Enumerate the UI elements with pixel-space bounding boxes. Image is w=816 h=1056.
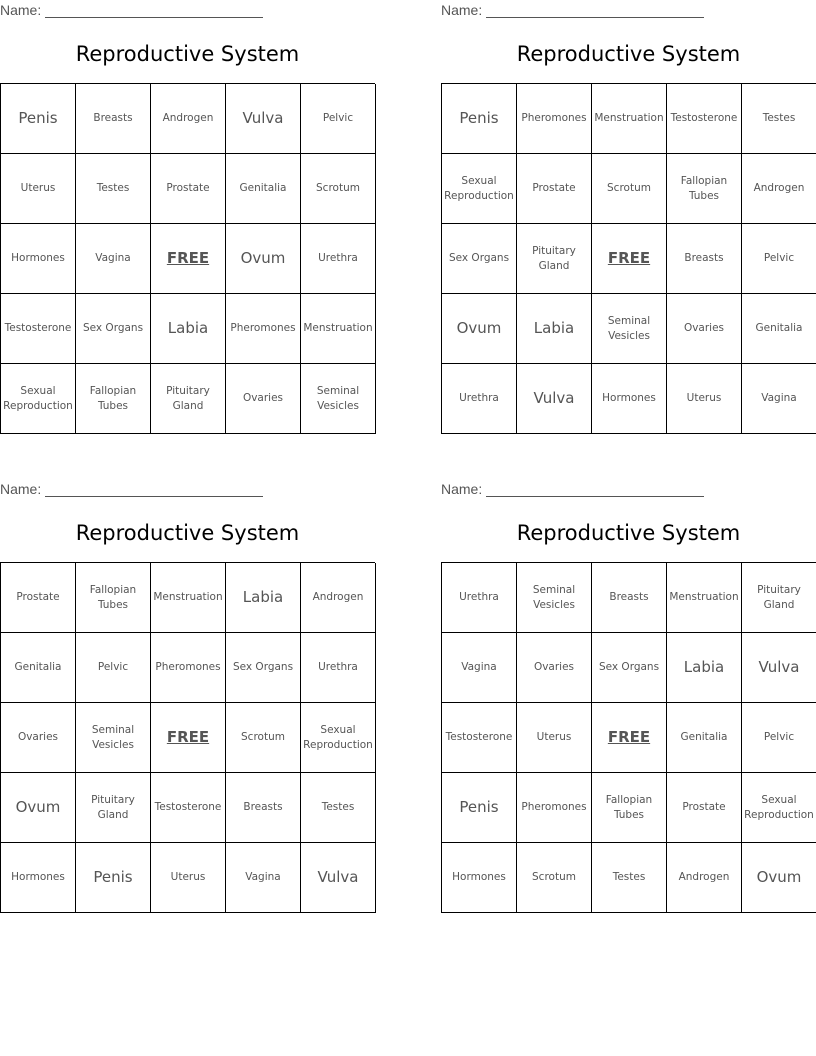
- bingo-cell: Testosterone: [1, 294, 76, 364]
- bingo-cell: Ovum: [742, 843, 816, 913]
- bingo-cell: Ovaries: [226, 364, 301, 434]
- bingo-cell: Uterus: [1, 154, 76, 224]
- bingo-cell: Urethra: [442, 563, 517, 633]
- bingo-cell: Breasts: [592, 563, 667, 633]
- bingo-card: [0, 479, 375, 914]
- bingo-cell: Menstruation: [592, 84, 667, 154]
- bingo-cell: Sexual Reproduction: [442, 154, 517, 224]
- bingo-cell: Vagina: [742, 364, 816, 434]
- free-space: FREE: [592, 703, 667, 773]
- bingo-cell: Penis: [442, 84, 517, 154]
- name-underline: [45, 496, 263, 497]
- bingo-grid: [0, 562, 375, 913]
- bingo-cell: Androgen: [667, 843, 742, 913]
- bingo-cell: Prostate: [151, 154, 226, 224]
- bingo-cell: Pelvic: [742, 703, 816, 773]
- bingo-card: [0, 0, 375, 435]
- bingo-cell: Ovaries: [667, 294, 742, 364]
- bingo-cell: Hormones: [442, 843, 517, 913]
- bingo-cell: Vulva: [742, 633, 816, 703]
- bingo-cell: Ovaries: [1, 703, 76, 773]
- bingo-cell: Uterus: [667, 364, 742, 434]
- bingo-cell: Fallopian Tubes: [667, 154, 742, 224]
- bingo-card: [441, 0, 816, 435]
- bingo-cell: Scrotum: [226, 703, 301, 773]
- bingo-cell: Sexual Reproduction: [301, 703, 376, 773]
- name-underline: [486, 496, 704, 497]
- name-label: Name:: [0, 481, 42, 497]
- bingo-cell: Testosterone: [442, 703, 517, 773]
- bingo-cell: Vagina: [226, 843, 301, 913]
- bingo-cell: Ovum: [442, 294, 517, 364]
- bingo-cell: Pelvic: [742, 224, 816, 294]
- bingo-cell: Androgen: [742, 154, 816, 224]
- bingo-cell: Seminal Vesicles: [592, 294, 667, 364]
- bingo-cell: Prostate: [667, 773, 742, 843]
- bingo-cell: Pituitary Gland: [517, 224, 592, 294]
- bingo-cell: Prostate: [1, 563, 76, 633]
- free-space: FREE: [151, 703, 226, 773]
- card-title: Reproductive System: [516, 42, 741, 66]
- name-label: Name:: [441, 2, 483, 18]
- card-title: Reproductive System: [75, 42, 300, 66]
- bingo-cell: Testes: [76, 154, 151, 224]
- card-title: Reproductive System: [516, 521, 741, 545]
- free-space: FREE: [592, 224, 667, 294]
- bingo-cell: Uterus: [517, 703, 592, 773]
- bingo-cell: Pelvic: [301, 84, 376, 154]
- bingo-grid: [441, 83, 816, 434]
- bingo-cell: Testosterone: [667, 84, 742, 154]
- bingo-cell: Penis: [76, 843, 151, 913]
- bingo-cell: Hormones: [1, 843, 76, 913]
- bingo-cell: Labia: [517, 294, 592, 364]
- bingo-cell: Breasts: [667, 224, 742, 294]
- bingo-cell: Ovum: [1, 773, 76, 843]
- bingo-cell: Fallopian Tubes: [76, 563, 151, 633]
- bingo-cell: Menstruation: [667, 563, 742, 633]
- bingo-cell: Ovaries: [517, 633, 592, 703]
- bingo-cell: Genitalia: [1, 633, 76, 703]
- bingo-cell: Fallopian Tubes: [76, 364, 151, 434]
- bingo-cell: Vulva: [226, 84, 301, 154]
- bingo-cell: Sex Organs: [76, 294, 151, 364]
- bingo-cell: Urethra: [301, 633, 376, 703]
- bingo-cell: Pheromones: [517, 773, 592, 843]
- bingo-cell: Pelvic: [76, 633, 151, 703]
- bingo-cell: Ovum: [226, 224, 301, 294]
- bingo-cell: Sex Organs: [226, 633, 301, 703]
- bingo-cell: Urethra: [301, 224, 376, 294]
- bingo-cell: Pheromones: [226, 294, 301, 364]
- bingo-cell: Sex Organs: [592, 633, 667, 703]
- bingo-cell: Uterus: [151, 843, 226, 913]
- bingo-cell: Breasts: [76, 84, 151, 154]
- name-field: [0, 481, 265, 499]
- bingo-cell: Pituitary Gland: [151, 364, 226, 434]
- bingo-cell: Pheromones: [517, 84, 592, 154]
- name-label: Name:: [0, 2, 42, 18]
- name-field: [441, 2, 706, 20]
- bingo-cell: Prostate: [517, 154, 592, 224]
- bingo-cell: Urethra: [442, 364, 517, 434]
- bingo-cell: Sexual Reproduction: [742, 773, 816, 843]
- bingo-cell: Sex Organs: [442, 224, 517, 294]
- bingo-cell: Seminal Vesicles: [517, 563, 592, 633]
- bingo-card: [441, 479, 816, 914]
- bingo-cell: Pituitary Gland: [76, 773, 151, 843]
- bingo-cell: Genitalia: [667, 703, 742, 773]
- bingo-cell: Testes: [742, 84, 816, 154]
- bingo-cell: Hormones: [1, 224, 76, 294]
- bingo-cell: Testes: [301, 773, 376, 843]
- bingo-cell: Androgen: [151, 84, 226, 154]
- name-underline: [486, 17, 704, 18]
- bingo-cell: Penis: [1, 84, 76, 154]
- name-label: Name:: [441, 481, 483, 497]
- free-space: FREE: [151, 224, 226, 294]
- bingo-cell: Testosterone: [151, 773, 226, 843]
- bingo-cell: Vulva: [301, 843, 376, 913]
- bingo-cell: Labia: [667, 633, 742, 703]
- bingo-cell: Menstruation: [301, 294, 376, 364]
- bingo-cell: Breasts: [226, 773, 301, 843]
- bingo-cell: Vagina: [76, 224, 151, 294]
- bingo-cell: Pituitary Gland: [742, 563, 816, 633]
- bingo-cell: Labia: [226, 563, 301, 633]
- bingo-cell: Vagina: [442, 633, 517, 703]
- bingo-cell: Menstruation: [151, 563, 226, 633]
- bingo-cell: Androgen: [301, 563, 376, 633]
- name-field: [441, 481, 706, 499]
- card-title: Reproductive System: [75, 521, 300, 545]
- bingo-cell: Fallopian Tubes: [592, 773, 667, 843]
- bingo-grid: [0, 83, 375, 434]
- bingo-cell: Seminal Vesicles: [76, 703, 151, 773]
- bingo-cell: Labia: [151, 294, 226, 364]
- bingo-cell: Penis: [442, 773, 517, 843]
- name-underline: [45, 17, 263, 18]
- bingo-cell: Genitalia: [742, 294, 816, 364]
- bingo-cell: Scrotum: [301, 154, 376, 224]
- bingo-cell: Seminal Vesicles: [301, 364, 376, 434]
- bingo-cell: Testes: [592, 843, 667, 913]
- bingo-cell: Scrotum: [592, 154, 667, 224]
- bingo-cell: Vulva: [517, 364, 592, 434]
- bingo-grid: [441, 562, 816, 913]
- name-field: [0, 2, 265, 20]
- bingo-cell: Genitalia: [226, 154, 301, 224]
- bingo-cell: Scrotum: [517, 843, 592, 913]
- bingo-cell: Sexual Reproduction: [1, 364, 76, 434]
- bingo-cell: Hormones: [592, 364, 667, 434]
- bingo-cell: Pheromones: [151, 633, 226, 703]
